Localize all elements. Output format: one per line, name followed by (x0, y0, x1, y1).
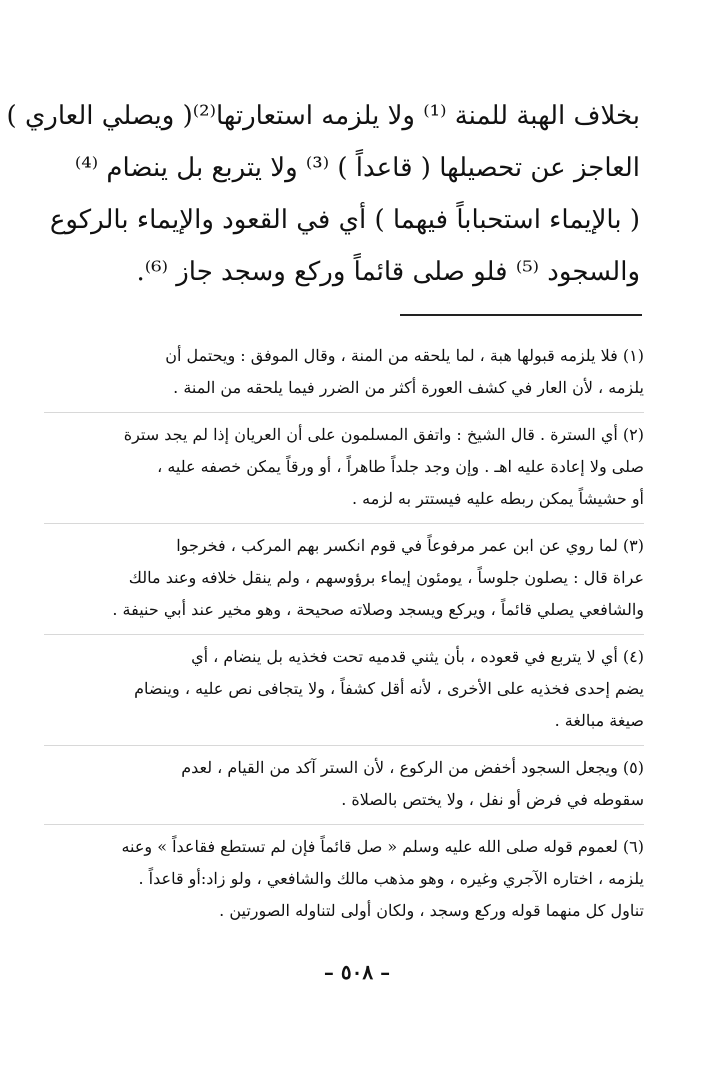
footnote-line: أو حشيشاً يمكن ربطه عليه فيستتر به لزمه . (351, 489, 644, 508)
footnote-line: عراة قال : يصلون جلوساً ، يومئون إيماء برؤوسهم ، ولم ينقل خلافه وعند مالك (128, 568, 644, 587)
main-text-block (6, 90, 640, 298)
footnote-line: سقوطه في فرض أو نفل ، ولا يختص بالصلاة . (341, 790, 644, 809)
main-text-line: ( بالإيماء استحباباً فيهما ) أي في القعود والإيماء بالركوع (49, 205, 640, 235)
footnote-line: صلى ولا إعادة عليه اهـ . وإن وجد جلداً طاهراً ، أو ورقاً يمكن خصفه عليه ، (157, 457, 644, 476)
footnotes-section (44, 334, 644, 935)
footnote-line: صيغة مبالغة . (554, 711, 644, 730)
footnote-line: يلزمه ، لأن العار في كشف العورة أكثر من الضرر فيما يلحقه من المنة . (173, 378, 644, 397)
footnote-line: (٤) أي لا يتربع في قعوده ، بأن يثني قدميه تحت فخذيه بل ينضام ، أي (191, 647, 644, 666)
footnote-line: يضم إحدى فخذيه على الأخرى ، لأنه أقل كشفاً ، ولا يتجافى نص عليه ، وينضام (134, 679, 644, 698)
footnote-2 (44, 412, 644, 523)
footnote-separator-rule (400, 314, 642, 316)
footnote-line: (٢) أي السترة . قال الشيخ : واتفق المسلمون على أن العريان إذا لم يجد سترة (123, 425, 644, 444)
main-text-line: والسجود ⁽⁵⁾ فلو صلى قائماً وركع وسجد جاز ⁽⁶⁾. (136, 257, 640, 287)
footnote-line: تناول كل منهما قوله وركع وسجد ، ولكان أولى لتناوله الصورتين . (219, 901, 644, 920)
footnote-4 (44, 634, 644, 745)
footnote-line: (٥) ويجعل السجود أخفض من الركوع ، لأن الستر آكد من القيام ، لعدم (181, 758, 644, 777)
footnote-1 (44, 334, 644, 412)
main-text-line: بخلاف الهبة للمنة ⁽¹⁾ ولا يلزمه استعارتها⁽²⁾( ويصلي العاري ) (6, 101, 640, 131)
footnote-line: (١) فلا يلزمه قبولها هبة ، لما يلحقه من المنة ، وقال الموفق : ويحتمل أن (165, 346, 644, 365)
footnote-line: (٦) لعموم قوله صلى الله عليه وسلم « صل قائماً فإن لم تستطع فقاعداً » وعنه (121, 837, 644, 856)
footnote-line: (٣) لما روي عن ابن عمر مرفوعاً في قوم انكسر بهم المركب ، فخرجوا (176, 536, 644, 555)
footnote-3 (44, 523, 644, 634)
footnote-line: والشافعي يصلي قائماً ، ويركع ويسجد وصلاته صحيحة ، وهو مخير عند أبي حنيفة . (112, 600, 644, 619)
main-text-line: العاجز عن تحصيلها ( قاعداً ) ⁽³⁾ ولا يتربع بل ينضام ⁽⁴⁾ (74, 153, 640, 183)
page-number: – ٥٠٨ – (323, 960, 391, 984)
footnote-5 (44, 745, 644, 824)
footnote-6 (44, 824, 644, 935)
footnote-line: يلزمه ، اختاره الآجري وغيره ، وهو مذهب مالك والشافعي ، ولو زاد:أو قاعداً . (138, 869, 644, 888)
